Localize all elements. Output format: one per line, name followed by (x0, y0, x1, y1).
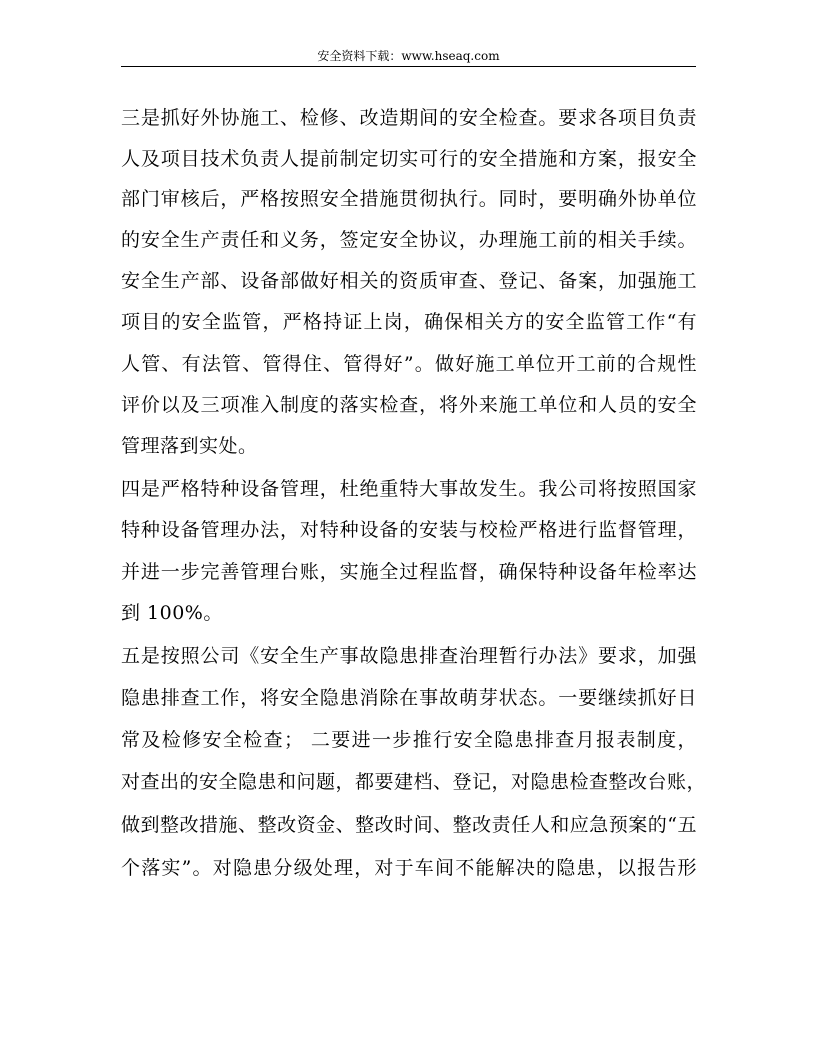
text-line: 人管、有法管、管得住、管得好”。做好施工单位开工前的合规性 (121, 353, 697, 375)
text-line: 到 100%。 (121, 602, 223, 624)
header-divider (121, 66, 696, 67)
text-line: 对查出的安全隐患和问题，都要建档、登记，对隐患检查整改台账， (121, 771, 707, 793)
text-line: 评价以及三项准入制度的落实检查，将外来施工单位和人员的安全 (121, 394, 697, 416)
text-line: 五是按照公司《安全生产事故隐患排查治理暂行办法》要求，加强 (121, 645, 697, 667)
text-line: 隐患排查工作，将安全隐患消除在事故萌芽状态。一要继续抓好日 (121, 687, 697, 709)
text-line: 管理落到实处。 (121, 435, 258, 457)
text-line: 人及项目技术负责人提前制定切实可行的安全措施和方案，报安全 (121, 148, 697, 170)
page-header: 安全资料下载：www.hseaq.com (317, 49, 500, 63)
text-line: 特种设备管理办法，对特种设备的安装与校检严格进行监督管理， (121, 519, 697, 541)
text-line: 常及检修安全检查； 二要进一步推行安全隐患排查月报表制度， (121, 729, 697, 751)
text-line: 做到整改措施、整改资金、整改时间、整改责任人和应急预案的“五 (121, 814, 697, 836)
text-line: 个落实”。对隐患分级处理，对于车间不能解决的隐患，以报告形 (121, 857, 697, 879)
text-line: 项目的安全监管，严格持证上岗，确保相关方的安全监管工作“有 (121, 311, 697, 333)
text-line: 三是抓好外协施工、检修、改造期间的安全检查。要求各项目负责 (121, 107, 697, 129)
text-line: 的安全生产责任和义务，签定安全协议，办理施工前的相关手续。 (121, 229, 697, 251)
text-line: 安全生产部、设备部做好相关的资质审查、登记、备案，加强施工 (121, 270, 697, 292)
text-line: 部门审核后，严格按照安全措施贯彻执行。同时，要明确外协单位 (121, 188, 697, 210)
text-line: 四是严格特种设备管理，杜绝重特大事故发生。我公司将按照国家 (121, 478, 697, 500)
text-line: 并进一步完善管理台账，实施全过程监督，确保特种设备年检率达 (121, 561, 697, 583)
